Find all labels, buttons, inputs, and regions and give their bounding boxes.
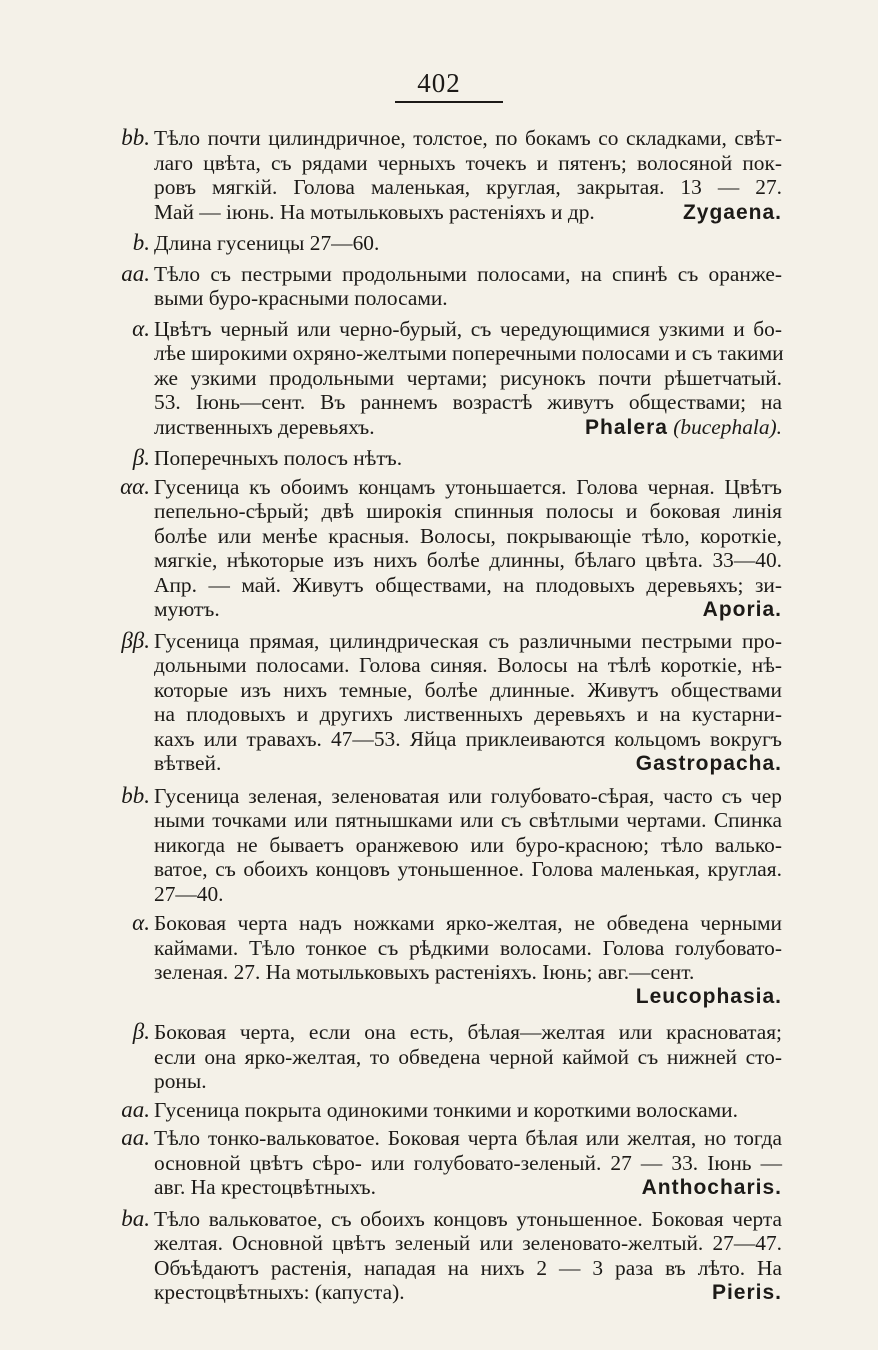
key-entry [0, 475, 782, 623]
key-entry [0, 446, 782, 471]
entry-text-line: желтая. Основной цвѣтъ зеленый или зеленовато-желтый. 27—47. [154, 1231, 782, 1255]
genus-name: Zygaena. [682, 200, 782, 224]
entry-text-line: которые изъ нихъ темные, болѣе длинные. Живутъ обществами [154, 677, 782, 702]
entry-key: bb. [121, 125, 150, 150]
key-entry [0, 911, 782, 1009]
entry-text-line: никогда не бываетъ оранжевою или буро-красною; тѣло валько- [154, 832, 782, 857]
entry-text-line: Тѣло съ пестрыми продольными полосами, на спинѣ съ оранже- [154, 261, 782, 286]
genus-name-group [642, 1175, 782, 1201]
entry-text-line: кахъ или травахъ. 47—53. Яйца приклеиваются кольцомъ вокругъ [154, 726, 782, 751]
entry-tail-text: вѣтвей. [154, 751, 222, 775]
entry-text-line: Боковая черта, если она есть, бѣлая—желтая или красноватая; [154, 1020, 782, 1044]
entry-last-line [154, 415, 782, 441]
entry-genus-line [154, 985, 782, 1010]
key-entry [0, 1098, 782, 1123]
entry-key: ββ. [121, 627, 150, 653]
entry-text-line: каймами. Тѣло тонкое съ рѣдкими волосами. Голова голубовато- [154, 935, 782, 960]
entry-last-line [154, 200, 782, 226]
genus-name-group [683, 200, 782, 226]
entry-key: aa. [121, 1096, 150, 1122]
entry-text-line: болѣе или менѣе красныя. Волосы, покрывающіе тѣло, короткіе, [154, 523, 782, 548]
entry-tail-text: крестоцвѣтныхъ: (капуста). [154, 1280, 405, 1304]
genus-name-group [703, 597, 782, 623]
entry-text-line: лѣе широкими охряно-желтыми поперечными полосами и съ такими [154, 341, 784, 365]
genus-name: Pieris. [711, 1281, 782, 1304]
entry-tail-text: Длина гусеницы 27—60. [154, 231, 380, 255]
entry-tail-text: авг. На крестоцвѣтныхъ. [154, 1175, 376, 1199]
entry-text-line: лаго цвѣта, съ рядами черныхъ точекъ и пятенъ; волосяной пок- [154, 150, 782, 175]
entry-text-line: ными точками или пятнышками или съ свѣтлыми чертами. Спинка [154, 808, 782, 832]
entry-key: aa. [121, 1125, 150, 1150]
entry-tail-text: Май — іюнь. На мотыльковыхъ растеніяхъ и др. [154, 199, 595, 224]
entry-text-line: Гусеница зеленая, зеленоватая или голубовато-сѣрая, часто съ чер [154, 783, 782, 808]
genus-name: Aporia. [702, 598, 782, 621]
key-entry [0, 1020, 782, 1094]
entry-text-line: Тѣло тонко-вальковатое. Боковая черта бѣлая или желтая, но тогда [154, 1126, 782, 1150]
key-entry [0, 317, 782, 441]
genus-synonym: (bucephala). [673, 414, 782, 439]
entry-key: aa. [121, 260, 150, 286]
entry-text-line: Цвѣтъ черный или черно-бурый, съ чередующимися узкими и бо- [154, 316, 782, 341]
entry-text-line: Объѣдаютъ растенія, нападая на нихъ 2 — 3 раза въ лѣто. На [154, 1255, 782, 1280]
entry-tail-text: роны. [154, 1069, 207, 1093]
entry-tail-text: 27—40. [154, 881, 224, 906]
entry-text-line: Тѣло почти цилиндричное, толстое, по бокамъ со складками, свѣт- [154, 126, 782, 150]
key-entry [0, 629, 782, 777]
entry-text-line: ровъ мягкій. Голова маленькая, круглая, закрытая. 13 — 27. [154, 175, 782, 199]
entry-key: b. [132, 230, 150, 255]
entry-text-line: же узкими продольными чертами; рисунокъ почти рѣшетчатый. [154, 365, 782, 390]
entry-key: α. [132, 315, 150, 341]
entry-key: bb. [121, 782, 150, 808]
entry-text-line: пепельно-сѣрый; двѣ широкія спинныя полосы и боковая линія [154, 499, 782, 523]
key-entry [0, 126, 782, 225]
key-entry [0, 784, 782, 907]
page-number-rule [395, 101, 503, 103]
entry-text-line: дольными полосами. Голова синяя. Волосы на тѣлѣ короткіе, нѣ- [154, 653, 782, 677]
entry-text-line: основной цвѣтъ сѣро- или голубовато-зеленый. 27 — 33. Іюнь — [154, 1150, 782, 1175]
entry-key: β. [132, 445, 150, 470]
entry-text-line: ватое, съ обоихъ концовъ утоньшенное. Голова маленькая, круглая. [154, 857, 782, 881]
entry-last-line [154, 751, 782, 777]
entry-text-line: на плодовыхъ и другихъ лиственныхъ деревьяхъ и на кустарни- [154, 702, 782, 726]
genus-name-group [712, 1280, 782, 1306]
entry-last-line [154, 1175, 782, 1201]
entry-key: β. [132, 1019, 150, 1044]
entry-key: α. [132, 910, 150, 935]
entry-text-line: если она ярко-желтая, то обведена черной каймой съ нижней сто- [154, 1044, 782, 1069]
key-entry [0, 1207, 782, 1306]
genus-name-group [585, 415, 782, 441]
page-number: 402 [417, 68, 461, 98]
genus-name: Gastropacha. [635, 752, 782, 775]
entry-text-line: Тѣло вальковатое, съ обоихъ концовъ утоньшенное. Боковая черта [154, 1206, 782, 1231]
genus-name: Phalera [585, 415, 668, 439]
entry-tail-text: лиственныхъ деревьяхъ. [154, 414, 375, 439]
entry-last-line [154, 597, 782, 623]
entry-text-line: мягкіе, нѣкоторые изъ нихъ болѣе длинны, бѣлаго цвѣта. 33—40. [154, 548, 782, 572]
genus-name: Leucophasia. [635, 984, 782, 1008]
entry-text-line: Апр. — май. Живутъ обществами, на плодовыхъ деревьяхъ; зи- [154, 572, 782, 597]
key-entry [0, 1126, 782, 1201]
entry-tail-text: муютъ. [154, 597, 220, 621]
key-entry [0, 262, 782, 311]
entry-tail-text: Поперечныхъ полосъ нѣтъ. [154, 446, 403, 470]
entry-tail-text: выми буро-красными полосами. [154, 286, 448, 310]
key-entry [0, 231, 782, 256]
entry-text-line: Боковая черта надъ ножками ярко-желтая, не обведена черными [154, 911, 782, 935]
entry-tail-text: Гусеница покрыта одинокими тонкими и короткими волосками. [154, 1097, 738, 1122]
entry-text-line: Гусеница къ обоимъ концамъ утоньшается. Голова черная. Цвѣтъ [154, 474, 782, 499]
entry-text-line: 53. Іюнь—сент. Въ раннемъ возрастѣ живутъ обществами; на [154, 390, 782, 414]
key-entries [0, 126, 878, 1306]
entry-tail-text: зеленая. 27. На мотыльковыхъ растеніяхъ. Іюнь; авг.—сент. [154, 960, 695, 984]
entry-key: αα. [120, 473, 150, 499]
entry-last-line [154, 1280, 782, 1306]
genus-name-group [636, 751, 782, 777]
entry-text-line: Гусеница прямая, цилиндрическая съ различными пестрыми про- [154, 628, 782, 653]
genus-name: Anthocharis. [641, 1176, 782, 1199]
entry-key: ba. [121, 1205, 150, 1231]
